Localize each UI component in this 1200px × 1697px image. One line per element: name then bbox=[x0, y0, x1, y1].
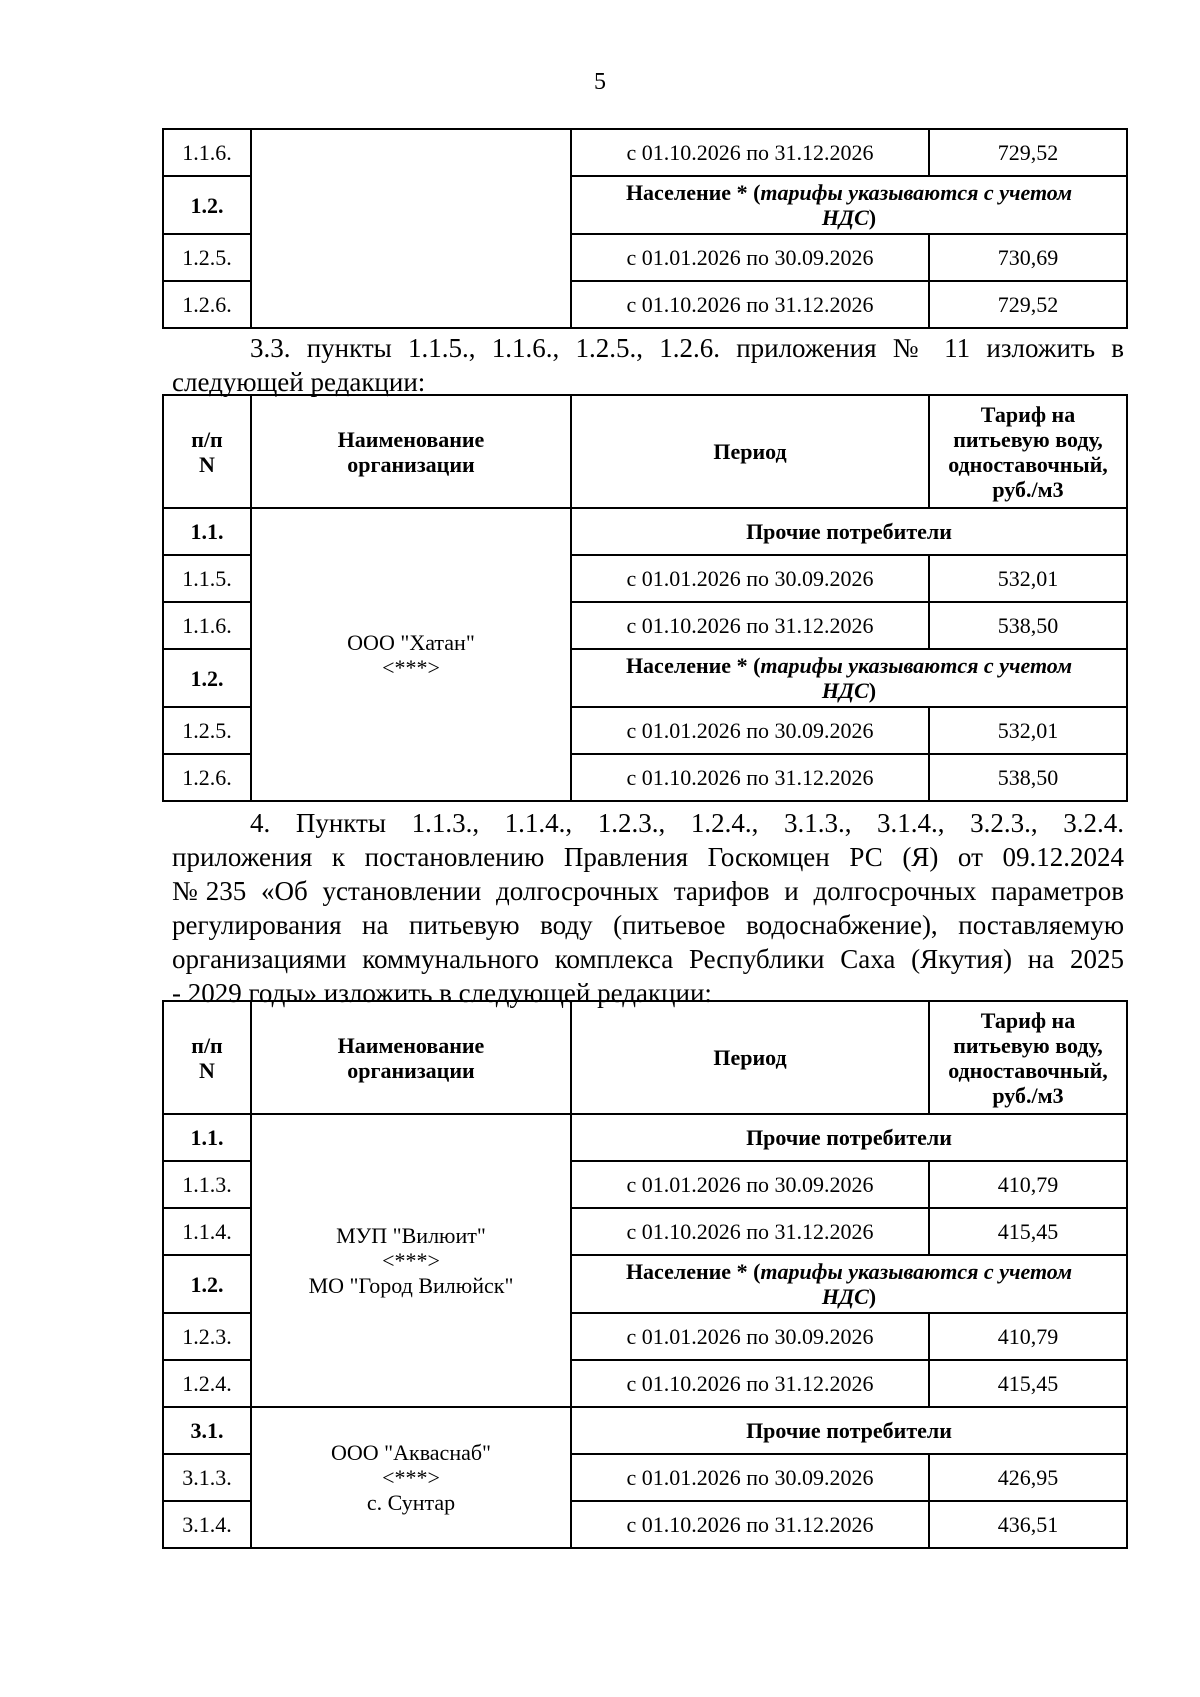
other-consumers-label: Прочие потребители bbox=[571, 508, 1127, 555]
group-code: 1.1. bbox=[163, 508, 251, 555]
table-row bbox=[163, 129, 1127, 176]
org-name-cell: ООО "Хатан" <***> bbox=[251, 508, 571, 801]
org-cell-empty bbox=[251, 129, 571, 328]
tariff-cell: 415,45 bbox=[929, 1360, 1127, 1407]
tariff-cell: 410,79 bbox=[929, 1313, 1127, 1360]
tariff-cell: 730,69 bbox=[929, 234, 1127, 281]
period-cell: с 01.10.2026 по 31.12.2026 bbox=[571, 602, 929, 649]
period-cell: с 01.10.2026 по 31.12.2026 bbox=[571, 129, 929, 176]
table-header-row bbox=[163, 1001, 1127, 1114]
paragraph-line: организациями коммунального комплекса Республики Саха (Якутия) на 2025 bbox=[172, 944, 1124, 974]
row-code: 1.1.4. bbox=[163, 1208, 251, 1255]
population-group-label: Население * (тарифы указываются с учетом НДС) bbox=[571, 649, 1127, 707]
header-period: Период bbox=[571, 1001, 929, 1114]
population-group-label: Население * (тарифы указываются с учетом НДС) bbox=[571, 1255, 1127, 1313]
header-tariff: Тариф на питьевую воду, одноставочный, руб./м3 bbox=[929, 1001, 1127, 1114]
header-period: Период bbox=[571, 395, 929, 508]
group-code: 3.1. bbox=[163, 1407, 251, 1454]
group-code: 1.2. bbox=[163, 176, 251, 234]
group-code: 1.2. bbox=[163, 649, 251, 707]
tariff-table-hatan bbox=[162, 394, 1128, 802]
paragraph-line: №235 «Об установлении долгосрочных тарифов и долгосрочных параметров bbox=[172, 876, 1124, 906]
period-cell: с 01.10.2026 по 31.12.2026 bbox=[571, 1360, 929, 1407]
table-row bbox=[163, 508, 1127, 555]
period-cell: с 01.01.2026 по 30.09.2026 bbox=[571, 1313, 929, 1360]
row-code: 1.2.3. bbox=[163, 1313, 251, 1360]
header-org: Наименование организации bbox=[251, 1001, 571, 1114]
org-name-cell: МУП "Вилюит" <***> МО "Город Вилюйск" bbox=[251, 1114, 571, 1407]
paragraph-line: регулирования на питьевую воду (питьевое водоснабжение), поставляемую bbox=[172, 910, 1124, 940]
period-cell: с 01.01.2026 по 30.09.2026 bbox=[571, 234, 929, 281]
period-cell: с 01.01.2026 по 30.09.2026 bbox=[571, 1454, 929, 1501]
page-number: 5 bbox=[594, 69, 606, 95]
tariff-cell: 426,95 bbox=[929, 1454, 1127, 1501]
paragraph-line: приложения к постановлению Правления Госкомцен РС (Я) от 09.12.2024 bbox=[172, 842, 1124, 872]
tariff-cell: 436,51 bbox=[929, 1501, 1127, 1548]
tariff-cell: 532,01 bbox=[929, 555, 1127, 602]
group-code: 1.1. bbox=[163, 1114, 251, 1161]
paragraph-4 bbox=[172, 806, 1124, 1010]
period-cell: с 01.10.2026 по 31.12.2026 bbox=[571, 281, 929, 328]
tariff-cell: 410,79 bbox=[929, 1161, 1127, 1208]
row-code: 1.2.6. bbox=[163, 281, 251, 328]
period-cell: с 01.10.2026 по 31.12.2026 bbox=[571, 1501, 929, 1548]
header-org: Наименование организации bbox=[251, 395, 571, 508]
tariff-cell: 729,52 bbox=[929, 129, 1127, 176]
tariff-table-viluit-akvasnab bbox=[162, 1000, 1128, 1549]
row-code: 1.2.5. bbox=[163, 707, 251, 754]
tariff-cell: 729,52 bbox=[929, 281, 1127, 328]
tariff-cell: 538,50 bbox=[929, 602, 1127, 649]
row-code: 3.1.3. bbox=[163, 1454, 251, 1501]
row-code: 1.2.4. bbox=[163, 1360, 251, 1407]
tariff-cell: 532,01 bbox=[929, 707, 1127, 754]
row-code: 1.1.6. bbox=[163, 129, 251, 176]
group-code: 1.2. bbox=[163, 1255, 251, 1313]
other-consumers-label: Прочие потребители bbox=[571, 1114, 1127, 1161]
header-tariff: Тариф на питьевую воду, одноставочный, руб./м3 bbox=[929, 395, 1127, 508]
period-cell: с 01.10.2026 по 31.12.2026 bbox=[571, 754, 929, 801]
period-cell: с 01.10.2026 по 31.12.2026 bbox=[571, 1208, 929, 1255]
period-cell: с 01.01.2026 по 30.09.2026 bbox=[571, 555, 929, 602]
other-consumers-label: Прочие потребители bbox=[571, 1407, 1127, 1454]
paragraph-3-3 bbox=[172, 331, 1124, 399]
paragraph-line: - 2029 годы» изложить в следующей редакции: bbox=[172, 978, 712, 1008]
row-code: 1.2.5. bbox=[163, 234, 251, 281]
population-group-label: Население * (тарифы указываются с учетом НДС) bbox=[571, 176, 1127, 234]
paragraph-line: 4. Пункты 1.1.3., 1.1.4., 1.2.3., 1.2.4., 3.1.3., 3.1.4., 3.2.3., 3.2.4. bbox=[250, 808, 1124, 838]
paragraph-line: 3.3. пункты 1.1.5., 1.1.6., 1.2.5., 1.2.6. приложения № 11 изложить в bbox=[250, 333, 1124, 363]
paragraph-line: следующей редакции: bbox=[172, 367, 426, 397]
table-row bbox=[163, 1407, 1127, 1454]
row-code: 3.1.4. bbox=[163, 1501, 251, 1548]
tariff-table-continuation bbox=[162, 128, 1128, 329]
period-cell: с 01.01.2026 по 30.09.2026 bbox=[571, 707, 929, 754]
tariff-cell: 415,45 bbox=[929, 1208, 1127, 1255]
period-cell: с 01.01.2026 по 30.09.2026 bbox=[571, 1161, 929, 1208]
header-num: п/п N bbox=[163, 1001, 251, 1114]
header-num: п/п N bbox=[163, 395, 251, 508]
table-header-row bbox=[163, 395, 1127, 508]
org-name-cell: ООО "Акваснаб" <***> с. Сунтар bbox=[251, 1407, 571, 1548]
table-row bbox=[163, 1114, 1127, 1161]
row-code: 1.1.5. bbox=[163, 555, 251, 602]
tariff-cell: 538,50 bbox=[929, 754, 1127, 801]
row-code: 1.1.6. bbox=[163, 602, 251, 649]
row-code: 1.2.6. bbox=[163, 754, 251, 801]
row-code: 1.1.3. bbox=[163, 1161, 251, 1208]
